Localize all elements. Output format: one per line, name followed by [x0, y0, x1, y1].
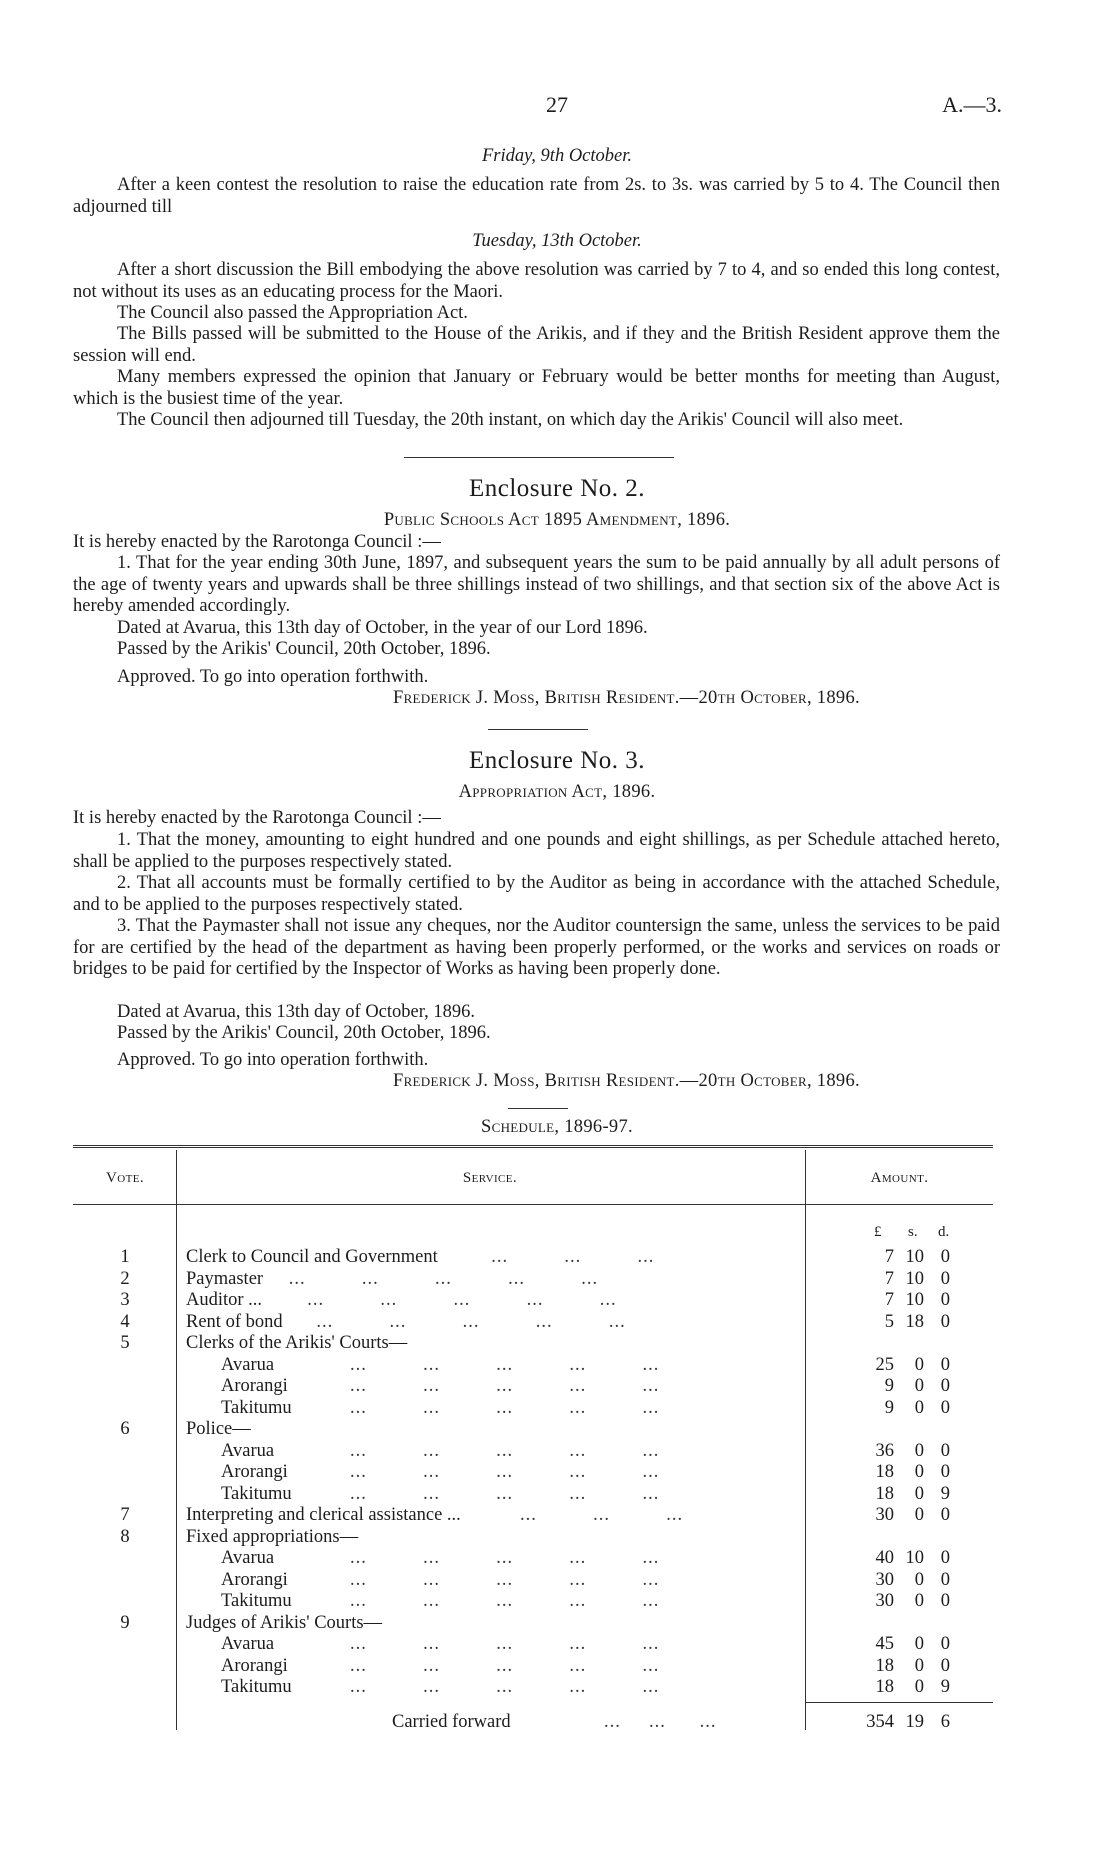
amount-pounds: 18 [875, 1483, 894, 1504]
service-name: Avarua [221, 1440, 275, 1461]
amount-shillings: 10 [905, 1268, 924, 1289]
table-row [0, 1677, 1114, 1699]
table-row [0, 1419, 1114, 1441]
paragraph-education-rate: After a keen contest the resolution to raise the education rate from 2s. to 3s. was carried by 5 to 4. The Council then adjourned till [73, 175, 1000, 217]
enclosure-2-approved: Approved. To go into operation forthwith. [117, 667, 429, 687]
table-row [0, 1462, 1114, 1484]
leader-dots: ... ... ... ... ... [350, 1548, 660, 1568]
column-header-amount: Amount. [870, 1170, 929, 1186]
leader-dots: ... ... ... ... ... [307, 1290, 617, 1310]
table-row [0, 1634, 1114, 1656]
carried-forward-row [0, 1712, 1114, 1734]
service-name: Takitumu [221, 1591, 292, 1611]
service-name: Arorangi [221, 1655, 288, 1676]
paragraph-appropriation: The Council also passed the Appropriation Act. [117, 303, 468, 323]
amount-shillings: 0 [914, 1354, 924, 1375]
date-heading-friday: Friday, 9th October. [481, 146, 633, 166]
carried-pounds: 354 [866, 1712, 894, 1732]
table-row [0, 1441, 1114, 1463]
amount-shillings: 0 [914, 1677, 924, 1697]
table-row [0, 1333, 1114, 1355]
table-row [0, 1312, 1114, 1334]
service-name: Takitumu [221, 1397, 292, 1418]
leader-dots: ... ... ... ... ... [350, 1677, 660, 1697]
amount-pence: 9 [940, 1677, 950, 1697]
carried-forward-label: Carried forward [392, 1712, 511, 1732]
amount-shillings: 0 [914, 1376, 924, 1396]
table-row [0, 1355, 1114, 1377]
amount-shillings: 10 [905, 1247, 924, 1267]
amount-pence: 0 [940, 1268, 950, 1289]
leader-dots: ... ... ... [604, 1712, 717, 1732]
schedule-title: Schedule, 1896-97. [481, 1117, 633, 1137]
service-name: Judges of Arikis' Courts— [186, 1612, 383, 1633]
table-row [0, 1290, 1114, 1312]
enclosure-3-enacting-formula: It is hereby enacted by the Rarotonga Council :— [73, 808, 441, 828]
amount-shillings: 0 [914, 1397, 924, 1418]
service-name: Clerk to Council and Government [186, 1247, 438, 1267]
service-name: Clerks of the Arikis' Courts— [186, 1333, 408, 1353]
amount-shillings: 0 [914, 1462, 924, 1482]
enclosure-2-heading: Enclosure No. 2. [468, 475, 646, 502]
amount-pounds: 40 [875, 1548, 894, 1568]
amount-pounds: 18 [875, 1655, 894, 1676]
amount-pence: 0 [940, 1397, 950, 1418]
vote-number: 7 [120, 1505, 130, 1525]
enclosure-3-clause-3: 3. That the Paymaster shall not issue any cheques, nor the Auditor countersign the same, unless the services to be paid for are certified by the head of the department as having been properly performed, or the works and services on roads or bridges to be paid for certified by the Inspector of Works as having been properly done. [73, 916, 1000, 979]
amount-pence: 0 [940, 1462, 950, 1482]
service-name: Interpreting and clerical assistance ... [186, 1505, 461, 1525]
leader-dots: ... ... ... ... ... [350, 1483, 660, 1504]
service-name: Takitumu [221, 1483, 292, 1504]
leader-dots: ... ... ... ... ... [350, 1376, 660, 1396]
service-name: Paymaster [186, 1268, 264, 1289]
page-number: 27 [546, 92, 568, 117]
amount-pounds: 5 [884, 1311, 894, 1332]
amount-pence: 0 [940, 1505, 950, 1525]
service-name: Avarua [221, 1548, 275, 1568]
column-header-service: Service. [462, 1170, 518, 1186]
section-divider [508, 1108, 568, 1109]
section-divider [404, 457, 674, 458]
table-row [0, 1591, 1114, 1613]
vote-number: 3 [120, 1290, 130, 1310]
amount-pounds: 36 [875, 1440, 894, 1461]
table-top-rule [73, 1145, 993, 1146]
section-divider [488, 729, 588, 730]
amount-pounds: 18 [875, 1462, 894, 1482]
leader-dots: ... ... ... ... ... [288, 1268, 599, 1289]
amount-pounds: 45 [875, 1634, 894, 1654]
leader-dots: ... ... ... ... ... [350, 1440, 660, 1461]
table-top-rule [73, 1147, 993, 1148]
service-name: Avarua [221, 1354, 275, 1375]
enclosure-3-passed: Passed by the Arikis' Council, 20th October, 1896. [117, 1023, 491, 1043]
service-name: Arorangi [221, 1569, 288, 1590]
leader-dots: ... ... ... ... ... [350, 1462, 660, 1482]
enclosure-2-act-title: Public Schools Act 1895 Amendment, 1896. [383, 510, 731, 530]
carried-shillings: 19 [905, 1712, 924, 1732]
table-row [0, 1527, 1114, 1549]
service-name: Fixed appropriations— [186, 1526, 359, 1547]
amount-pence: 0 [940, 1655, 950, 1676]
amount-pounds: 7 [884, 1290, 894, 1310]
paragraph-council-adjourned: The Council then adjourned till Tuesday, the 20th instant, on which day the Arikis' Council will also meet. [117, 410, 904, 430]
enclosure-3-dated: Dated at Avarua, this 13th day of October, 1896. [117, 1002, 476, 1022]
table-row [0, 1570, 1114, 1592]
vote-number: 5 [120, 1333, 130, 1353]
vote-number: 6 [120, 1419, 130, 1439]
unit-pence: d. [938, 1224, 950, 1240]
enclosure-2-passed: Passed by the Arikis' Council, 20th October, 1896. [117, 639, 491, 659]
leader-dots: ... ... ... ... ... [350, 1655, 660, 1676]
enclosure-3-signature: Frederick J. Moss, British Resident.—20th October, 1896. [393, 1071, 860, 1091]
service-name: Arorangi [221, 1462, 288, 1482]
service-name: Takitumu [221, 1677, 292, 1697]
service-name: Auditor ... [186, 1290, 263, 1310]
amount-pounds: 9 [884, 1376, 894, 1396]
amount-shillings: 0 [914, 1483, 924, 1504]
service-name: Rent of bond [186, 1311, 283, 1332]
vote-number: 8 [120, 1526, 130, 1547]
amount-pence: 0 [940, 1247, 950, 1267]
table-row [0, 1484, 1114, 1506]
table-row [0, 1269, 1114, 1291]
amount-pounds: 9 [884, 1397, 894, 1418]
unit-shillings: s. [908, 1224, 918, 1240]
leader-dots: ... ... ... ... ... [350, 1354, 660, 1375]
enclosure-2-clause-1: 1. That for the year ending 30th June, 1897, and subsequent years the sum to be paid annually by all adult persons of the age of twenty years and upwards shall be three shillings instead of two shillings, and that section six of the above Act is hereby amended accordingly. [73, 553, 1000, 616]
amount-pounds: 7 [884, 1268, 894, 1289]
leader-dots: ... ... ... ... ... [350, 1397, 660, 1418]
amount-pounds: 30 [875, 1569, 894, 1590]
header-bottom-rule [73, 1204, 993, 1205]
leader-dots: ... ... ... ... ... [350, 1591, 660, 1611]
unit-pounds: £ [874, 1224, 882, 1240]
table-row [0, 1613, 1114, 1635]
amount-pounds: 18 [875, 1677, 894, 1697]
column-header-vote: Vote. [106, 1170, 144, 1186]
total-rule [806, 1702, 993, 1703]
leader-dots: ... ... ... [491, 1247, 655, 1267]
enclosure-3-clause-1: 1. That the money, amounting to eight hundred and one pounds and eight shillings, as per Schedule attached hereto, shall be applied to the purposes respectively stated. [73, 830, 1000, 872]
amount-pence: 0 [940, 1440, 950, 1461]
enclosure-3-act-title: Appropriation Act, 1896. [458, 782, 656, 802]
enclosure-2-enacting-formula: It is hereby enacted by the Rarotonga Council :— [73, 532, 441, 552]
amount-pence: 0 [940, 1376, 950, 1396]
amount-pounds: 25 [875, 1354, 894, 1375]
leader-dots: ... ... ... ... ... [350, 1634, 660, 1654]
paragraph-bills-submitted: The Bills passed will be submitted to the House of the Arikis, and if they and the British Resident approve them the session will end. [73, 324, 1000, 366]
leader-dots: ... ... ... ... ... [316, 1311, 626, 1332]
table-row [0, 1247, 1114, 1269]
service-name: Arorangi [221, 1376, 288, 1396]
amount-shillings: 10 [905, 1290, 924, 1310]
amount-pence: 0 [940, 1634, 950, 1654]
document-reference: A.—3. [942, 92, 1002, 117]
date-heading-tuesday: Tuesday, 13th October. [472, 231, 642, 251]
paragraph-members-opinion: Many members expressed the opinion that January or February would be better months for meeting than August, which is the busiest time of the year. [73, 367, 1000, 409]
leader-dots: ... ... ... ... ... [350, 1569, 660, 1590]
leader-dots: ... ... ... [520, 1505, 684, 1525]
amount-pence: 0 [940, 1548, 950, 1568]
enclosure-2-signature: Frederick J. Moss, British Resident.—20th October, 1896. [393, 688, 860, 708]
amount-pence: 0 [940, 1290, 950, 1310]
enclosure-3-heading: Enclosure No. 3. [468, 747, 646, 774]
amount-shillings: 0 [914, 1634, 924, 1654]
amount-shillings: 0 [914, 1591, 924, 1611]
vote-number: 4 [120, 1311, 130, 1332]
table-row [0, 1505, 1114, 1527]
service-name: Avarua [221, 1634, 275, 1654]
amount-pounds: 7 [884, 1247, 894, 1267]
vote-number: 9 [120, 1612, 130, 1633]
amount-pence: 0 [940, 1354, 950, 1375]
table-row [0, 1548, 1114, 1570]
enclosure-3-approved: Approved. To go into operation forthwith. [117, 1050, 429, 1070]
service-name: Police— [186, 1419, 251, 1439]
enclosure-2-dated: Dated at Avarua, this 13th day of October, in the year of our Lord 1896. [117, 618, 648, 638]
amount-shillings: 10 [905, 1548, 924, 1568]
table-row [0, 1398, 1114, 1420]
amount-pounds: 30 [875, 1505, 894, 1525]
vote-number: 1 [120, 1247, 130, 1267]
vote-number: 2 [120, 1268, 130, 1289]
amount-shillings: 18 [905, 1311, 924, 1332]
table-row [0, 1376, 1114, 1398]
amount-pence: 9 [940, 1483, 950, 1504]
amount-shillings: 0 [914, 1505, 924, 1525]
amount-shillings: 0 [914, 1440, 924, 1461]
amount-pence: 0 [940, 1311, 950, 1332]
amount-shillings: 0 [914, 1569, 924, 1590]
carried-pence: 6 [940, 1712, 950, 1732]
amount-pounds: 30 [875, 1591, 894, 1611]
table-row [0, 1656, 1114, 1678]
amount-pence: 0 [940, 1591, 950, 1611]
paragraph-bill-carried: After a short discussion the Bill embodying the above resolution was carried by 7 to 4, and so ended this long contest, not without its uses as an educating process for the Maori. [73, 260, 1000, 302]
amount-pence: 0 [940, 1569, 950, 1590]
enclosure-3-clause-2: 2. That all accounts must be formally certified to by the Auditor as being in accordance with the attached Schedule, and to be applied to the purposes respectively stated. [73, 873, 1000, 915]
amount-shillings: 0 [914, 1655, 924, 1676]
